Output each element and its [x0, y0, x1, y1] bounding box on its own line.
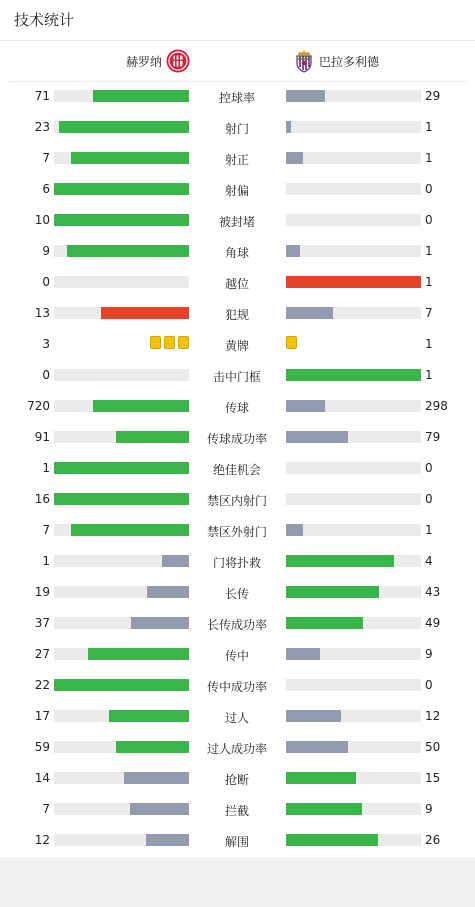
home-bar-fill: [101, 307, 189, 319]
away-bar-track: [286, 245, 421, 257]
away-yellow-cards: [286, 336, 297, 350]
home-bar-fill: [116, 741, 189, 753]
away-bar-fill: [286, 152, 303, 164]
stat-label: 传中成功率: [206, 680, 267, 694]
away-bar-track: [286, 679, 421, 691]
stat-row: [0, 608, 475, 639]
home-bar-fill: [116, 431, 189, 443]
away-value: 29: [425, 89, 441, 103]
stat-row: [0, 422, 475, 453]
home-team-header[interactable]: [126, 47, 190, 75]
away-bar-track: [286, 648, 421, 660]
stat-row: [0, 732, 475, 763]
home-bar-fill: [93, 400, 189, 412]
away-bar-fill: [286, 245, 300, 257]
girona-crest-icon: [166, 49, 190, 73]
stat-label: 拦截: [224, 804, 249, 818]
away-value: 0: [425, 182, 433, 196]
stat-label: 解围: [224, 835, 249, 849]
away-value: 1: [425, 337, 433, 351]
yellow-card-icon: [164, 336, 175, 349]
home-bar-track: [54, 214, 189, 226]
stat-row: [0, 639, 475, 670]
away-bar-track: [286, 710, 421, 722]
away-value: 1: [425, 151, 433, 165]
home-value: 1: [42, 461, 50, 475]
stat-row: [0, 360, 475, 391]
home-value: 7: [42, 523, 50, 537]
home-bar-fill: [147, 586, 189, 598]
stat-row: [0, 825, 475, 856]
away-bar-fill: [286, 90, 325, 102]
home-value: 14: [34, 771, 50, 785]
stat-label: 传中: [224, 649, 249, 663]
home-value: 0: [42, 275, 50, 289]
home-bar-track: [54, 307, 189, 319]
stat-label: 控球率: [218, 91, 255, 105]
home-bar-track: [54, 586, 189, 598]
away-bar-track: [286, 276, 421, 288]
away-bar-track: [286, 214, 421, 226]
page-title: 技术统计: [14, 11, 75, 29]
home-bar-track: [54, 617, 189, 629]
home-bar-fill: [124, 772, 189, 784]
home-value: 22: [34, 678, 50, 692]
home-bar-track: [54, 710, 189, 722]
home-bar-track: [54, 555, 189, 567]
home-value: 7: [42, 151, 50, 165]
stat-row: [0, 112, 475, 143]
away-bar-fill: [286, 276, 421, 288]
yellow-card-icon: [286, 336, 297, 349]
away-bar-track: [286, 90, 421, 102]
away-bar-track: [286, 741, 421, 753]
stat-label: 长传: [224, 587, 249, 601]
away-value: 7: [425, 306, 433, 320]
away-value: 0: [425, 492, 433, 506]
away-value: 50: [425, 740, 441, 754]
stat-row: [0, 577, 475, 608]
away-bar-fill: [286, 121, 291, 133]
home-yellow-cards: [150, 336, 189, 350]
away-value: 12: [425, 709, 441, 723]
away-value: 298: [425, 399, 448, 413]
away-value: 0: [425, 461, 433, 475]
home-bar-track: [54, 803, 189, 815]
away-bar-fill: [286, 741, 348, 753]
away-value: 79: [425, 430, 441, 444]
home-value: 19: [34, 585, 50, 599]
home-value: 71: [34, 89, 50, 103]
home-value: 0: [42, 368, 50, 382]
home-bar-fill: [88, 648, 189, 660]
away-bar-fill: [286, 524, 303, 536]
stat-row: [0, 267, 475, 298]
home-bar-track: [54, 431, 189, 443]
stat-row: [0, 329, 475, 360]
home-bar-fill: [71, 524, 189, 536]
away-bar-fill: [286, 586, 379, 598]
home-value: 1: [42, 554, 50, 568]
stat-row: [0, 546, 475, 577]
home-bar-fill: [54, 462, 189, 474]
stat-label: 过人: [224, 711, 249, 725]
stat-label: 长传成功率: [206, 618, 267, 632]
divider: [0, 40, 475, 41]
home-bar-fill: [71, 152, 189, 164]
away-value: 49: [425, 616, 441, 630]
home-bar-track: [54, 462, 189, 474]
home-bar-track: [54, 90, 189, 102]
stat-label: 击中门框: [212, 370, 261, 384]
home-bar-fill: [67, 245, 189, 257]
away-bar-track: [286, 617, 421, 629]
away-bar-track: [286, 121, 421, 133]
away-bar-fill: [286, 400, 325, 412]
home-value: 91: [34, 430, 50, 444]
yellow-card-icon: [178, 336, 189, 349]
home-value: 37: [34, 616, 50, 630]
stat-row: [0, 484, 475, 515]
home-value: 6: [42, 182, 50, 196]
home-bar-fill: [130, 803, 189, 815]
stat-row: [0, 453, 475, 484]
stat-row: [0, 143, 475, 174]
away-bar-fill: [286, 710, 341, 722]
home-team-name: 赫罗纳: [125, 54, 162, 69]
home-value: 9: [42, 244, 50, 258]
home-bar-track: [54, 772, 189, 784]
home-bar-fill: [54, 493, 189, 505]
home-bar-fill: [54, 679, 189, 691]
stat-label: 传球: [224, 401, 249, 415]
away-bar-track: [286, 834, 421, 846]
away-value: 15: [425, 771, 441, 785]
away-value: 9: [425, 802, 433, 816]
home-bar-track: [54, 183, 189, 195]
away-bar-fill: [286, 648, 320, 660]
home-value: 720: [27, 399, 50, 413]
home-value: 16: [34, 492, 50, 506]
home-value: 12: [34, 833, 50, 847]
home-bar-fill: [54, 183, 189, 195]
valladolid-crest-icon: [292, 49, 316, 73]
home-value: 10: [34, 213, 50, 227]
stat-row: [0, 298, 475, 329]
stat-row: [0, 205, 475, 236]
stat-row: [0, 763, 475, 794]
away-value: 9: [425, 647, 433, 661]
away-value: 1: [425, 368, 433, 382]
away-bar-track: [286, 307, 421, 319]
stat-row: [0, 391, 475, 422]
away-bar-fill: [286, 803, 362, 815]
stat-label: 门将扑救: [212, 556, 261, 570]
home-value: 13: [34, 306, 50, 320]
away-bar-track: [286, 493, 421, 505]
stat-label: 射偏: [224, 184, 249, 198]
home-bar-track: [54, 741, 189, 753]
away-value: 1: [425, 275, 433, 289]
home-bar-track: [54, 679, 189, 691]
stat-label: 绝佳机会: [212, 463, 261, 477]
away-bar-track: [286, 772, 421, 784]
away-bar-track: [286, 152, 421, 164]
stat-label: 被封堵: [218, 215, 255, 229]
away-bar-fill: [286, 617, 363, 629]
home-bar-fill: [109, 710, 189, 722]
stat-row: [0, 174, 475, 205]
home-value: 3: [42, 337, 50, 351]
home-bar-track: [54, 648, 189, 660]
stat-row: [0, 515, 475, 546]
stat-label: 禁区外射门: [206, 525, 267, 539]
stat-label: 越位: [224, 277, 249, 291]
home-value: 23: [34, 120, 50, 134]
away-bar-track: [286, 369, 421, 381]
away-value: 0: [425, 678, 433, 692]
away-team-header[interactable]: [292, 47, 379, 75]
stat-label: 过人成功率: [206, 742, 267, 756]
home-bar-track: [54, 245, 189, 257]
yellow-card-icon: [150, 336, 161, 349]
away-bar-track: [286, 183, 421, 195]
stat-row: [0, 81, 475, 112]
away-bar-fill: [286, 431, 348, 443]
away-bar-fill: [286, 369, 421, 381]
away-bar-fill: [286, 834, 378, 846]
away-bar-track: [286, 431, 421, 443]
away-team-name: 巴拉多利德: [319, 54, 380, 69]
stat-row: [0, 670, 475, 701]
stat-label: 犯规: [224, 308, 249, 322]
home-bar-fill: [59, 121, 189, 133]
stat-label: 角球: [224, 246, 249, 260]
stat-row: [0, 794, 475, 825]
away-bar-track: [286, 462, 421, 474]
away-bar-fill: [286, 307, 333, 319]
home-bar-fill: [131, 617, 189, 629]
home-value: 7: [42, 802, 50, 816]
stat-label: 射正: [224, 153, 249, 167]
home-bar-track: [54, 524, 189, 536]
stat-label: 抢断: [224, 773, 249, 787]
away-value: 26: [425, 833, 441, 847]
home-bar-fill: [162, 555, 189, 567]
away-value: 43: [425, 585, 441, 599]
home-bar-track: [54, 276, 189, 288]
home-bar-fill: [54, 214, 189, 226]
away-value: 1: [425, 120, 433, 134]
away-bar-fill: [286, 772, 356, 784]
home-value: 59: [34, 740, 50, 754]
stat-label: 黄牌: [224, 339, 249, 353]
stat-row: [0, 701, 475, 732]
home-bar-fill: [146, 834, 189, 846]
home-value: 17: [34, 709, 50, 723]
stat-label: 传球成功率: [206, 432, 267, 446]
home-bar-track: [54, 493, 189, 505]
stat-row: [0, 236, 475, 267]
away-value: 1: [425, 523, 433, 537]
away-bar-track: [286, 400, 421, 412]
home-value: 27: [34, 647, 50, 661]
home-bar-track: [54, 834, 189, 846]
away-value: 1: [425, 244, 433, 258]
stat-label: 射门: [224, 122, 249, 136]
away-bar-track: [286, 586, 421, 598]
home-bar-fill: [93, 90, 189, 102]
away-bar-track: [286, 524, 421, 536]
home-bar-track: [54, 152, 189, 164]
away-bar-track: [286, 555, 421, 567]
away-bar-track: [286, 803, 421, 815]
stat-label: 禁区内射门: [206, 494, 267, 508]
away-value: 4: [425, 554, 433, 568]
home-bar-track: [54, 400, 189, 412]
away-bar-fill: [286, 555, 394, 567]
home-bar-track: [54, 121, 189, 133]
away-value: 0: [425, 213, 433, 227]
home-bar-track: [54, 369, 189, 381]
